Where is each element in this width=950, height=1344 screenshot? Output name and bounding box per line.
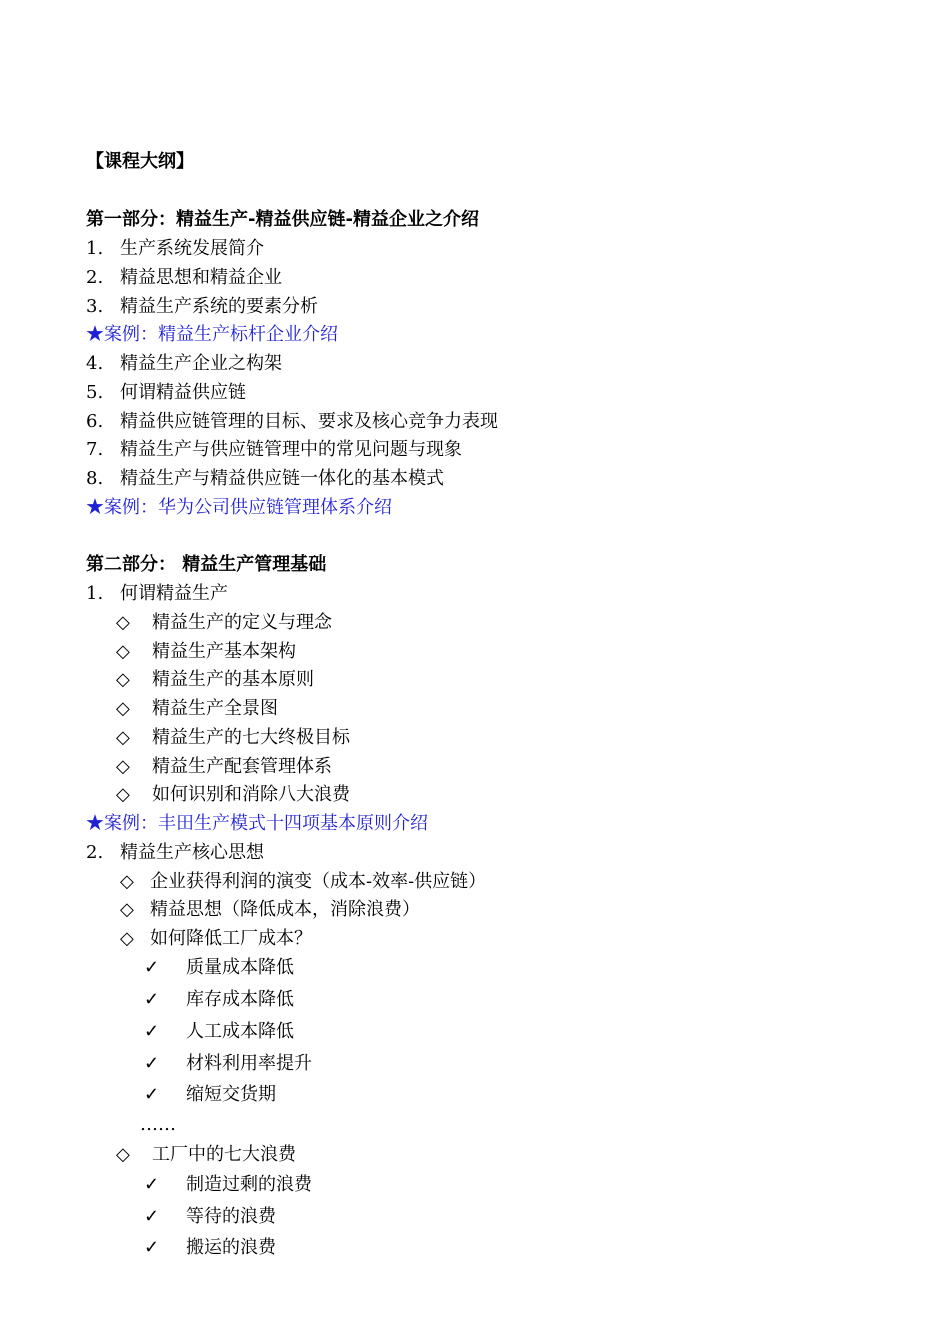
list-item: 1. 生产系统发展简介 xyxy=(86,238,264,259)
list-item: 5. 何谓精益供应链 xyxy=(86,382,246,403)
diamond-icon: ◇ xyxy=(116,669,130,690)
check-item: ✓ 等待的浪费 xyxy=(144,1206,276,1227)
check-icon: ✓ xyxy=(144,1206,160,1227)
sub-item: ◇ 如何识别和消除八大浪费 xyxy=(116,784,350,805)
diamond-icon: ◇ xyxy=(116,727,130,748)
check-icon: ✓ xyxy=(144,1174,160,1195)
list-item: 2. 精益思想和精益企业 xyxy=(86,267,282,288)
check-icon: ✓ xyxy=(144,1053,160,1074)
check-item: ✓ 缩短交货期 xyxy=(144,1084,276,1105)
list-item: 6. 精益供应链管理的目标、要求及核心竞争力表现 xyxy=(86,411,498,432)
sub-item: ◇ 精益生产的定义与理念 xyxy=(116,612,332,633)
part2-heading: 第二部分： 精益生产管理基础 xyxy=(86,554,327,575)
diamond-icon: ◇ xyxy=(120,871,134,892)
diamond-icon: ◇ xyxy=(116,1144,130,1165)
sub-item: ◇ 企业获得利润的演变（成本-效率-供应链） xyxy=(120,871,487,892)
check-item: ✓ 材料利用率提升 xyxy=(144,1053,312,1074)
check-item: ✓ 制造过剩的浪费 xyxy=(144,1174,312,1195)
diamond-icon: ◇ xyxy=(116,612,130,633)
sub-item: ◇ 精益生产的基本原则 xyxy=(116,669,314,690)
list-item: 1. 何谓精益生产 xyxy=(86,583,228,604)
sub-item: ◇ 精益生产全景图 xyxy=(116,698,278,719)
check-item: ✓ 库存成本降低 xyxy=(144,989,294,1010)
check-item: ✓ 质量成本降低 xyxy=(144,957,294,978)
diamond-icon: ◇ xyxy=(116,784,130,805)
case-note: ★案例：精益生产标杆企业介绍 xyxy=(86,324,338,345)
check-item: ✓ 人工成本降低 xyxy=(144,1021,294,1042)
check-icon: ✓ xyxy=(144,1021,160,1042)
outline-title: 【课程大纲】 xyxy=(86,151,194,172)
sub-item: ◇ 精益思想（降低成本，消除浪费） xyxy=(120,899,420,920)
case-note: ★案例：丰田生产模式十四项基本原则介绍 xyxy=(86,813,428,834)
sub-item: ◇ 精益生产基本架构 xyxy=(116,641,296,662)
diamond-icon: ◇ xyxy=(120,928,134,949)
check-icon: ✓ xyxy=(144,1084,160,1105)
case-note: ★案例：华为公司供应链管理体系介绍 xyxy=(86,497,392,518)
check-icon: ✓ xyxy=(144,989,160,1010)
list-item: 7. 精益生产与供应链管理中的常见问题与现象 xyxy=(86,439,462,460)
sub-item: ◇ 工厂中的七大浪费 xyxy=(116,1144,296,1165)
diamond-icon: ◇ xyxy=(120,899,134,920)
diamond-icon: ◇ xyxy=(116,641,130,662)
list-item: 4. 精益生产企业之构架 xyxy=(86,353,282,374)
sub-item: ◇ 如何降低工厂成本？ xyxy=(120,928,312,949)
list-item: 8. 精益生产与精益供应链一体化的基本模式 xyxy=(86,468,444,489)
part1-heading: 第一部分：精益生产-精益供应链-精益企业之介绍 xyxy=(86,209,479,230)
check-item: ✓ 搬运的浪费 xyxy=(144,1237,276,1258)
ellipsis: …… xyxy=(140,1114,176,1135)
sub-item: ◇ 精益生产配套管理体系 xyxy=(116,756,332,777)
check-icon: ✓ xyxy=(144,1237,160,1258)
list-item: 2. 精益生产核心思想 xyxy=(86,842,264,863)
diamond-icon: ◇ xyxy=(116,756,130,777)
sub-item: ◇ 精益生产的七大终极目标 xyxy=(116,727,350,748)
check-icon: ✓ xyxy=(144,957,160,978)
list-item: 3. 精益生产系统的要素分析 xyxy=(86,296,318,317)
diamond-icon: ◇ xyxy=(116,698,130,719)
